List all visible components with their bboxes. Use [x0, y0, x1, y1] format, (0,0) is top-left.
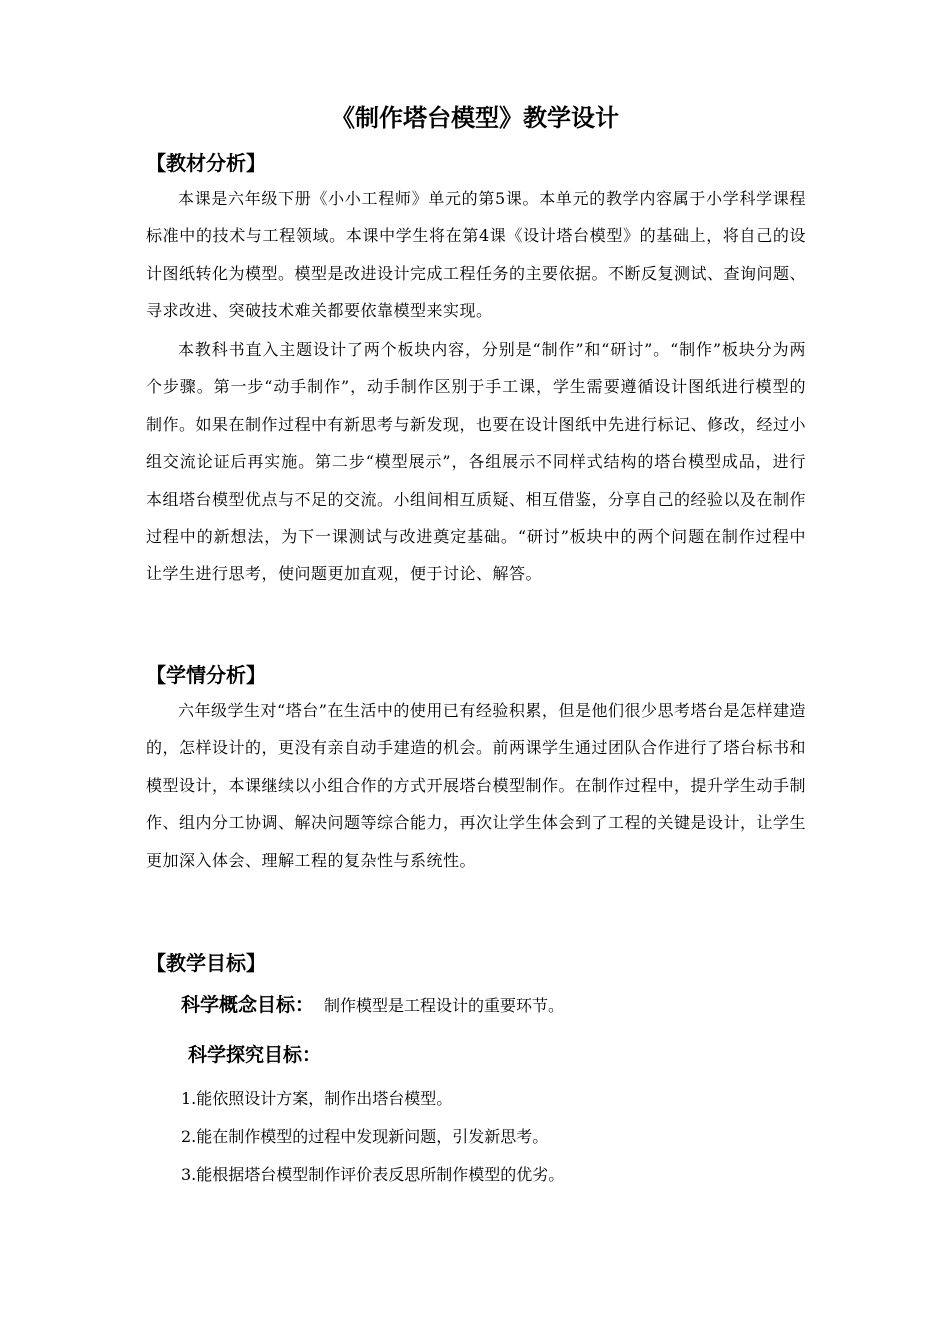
concept-goal [181, 990, 564, 1021]
inquiry-goal [188, 1040, 331, 1071]
list-item: 3.能根据塔台模型制作评价表反思所制作模型的优劣。 [181, 1165, 565, 1184]
material-paragraph-2: 本教科书直入主题设计了两个板块内容，分别是“制作”和“研讨”。“制作”板块分为两个步骤。第一步“动手制作”，动手制作区别于手工课，学生需要遵循设计图纸进行模型的制作。如果在制作过程中有新思考与新发现，也要在设计图纸中先进行标记、修改，经过小组交流论证后再实施。第二步“模型展示”，各组展示不同样式结构的塔台模型成品，进行本组塔台模型优点与不足的交流。小组间相互质疑、相互借鉴，分享自己的经验以及在制作过程中的新想法，为下一课测试与改进奠定基础。“研讨”板块中的两个问题在制作过程中让学生进行思考，使问题更加直观，便于讨论、解答。 [146, 340, 807, 584]
concept-goal-label: 科学概念目标： [181, 994, 315, 1016]
material-paragraph-1: 本课是六年级下册《小小工程师》单元的第5课。本单元的教学内容属于小学科学课程标准中的技术与工程领域。本课中学生将在第4课《设计塔台模型》的基础上，将自己的设计图纸转化为模型。模型是改进设计完成工程任务的主要依据。不断反复测试、查询问题、寻求改进、突破技术难关都要依靠模型来实现。 [146, 189, 807, 321]
list-item: 1.能依照设计方案，制作出塔台模型。 [181, 1089, 453, 1108]
section-heading-goals: 【教学目标】 [146, 951, 266, 975]
inquiry-goal-label: 科学探究目标： [188, 1044, 322, 1066]
section-heading-students: 【学情分析】 [146, 663, 266, 687]
inquiry-goal-list [181, 1080, 564, 1194]
document-title: 《制作塔台模型》教学设计 [331, 104, 619, 132]
list-item: 2.能在制作模型的过程中发现新问题，引发新思考。 [181, 1127, 549, 1146]
section-heading-material: 【教材分析】 [146, 151, 266, 175]
concept-goal-text: 制作模型是工程设计的重要环节。 [324, 996, 565, 1015]
students-paragraph-1: 六年级学生对“塔台”在生活中的使用已有经验积累，但是他们很少思考塔台是怎样建造的，怎样设计的，更没有亲自动手建造的机会。前两课学生通过团队合作进行了塔台标书和模型设计，本课继续以小组合作的方式开展塔台模型制作。在制作过程中，提升学生动手制作、组内分工协调、解决问题等综合能力，再次让学生体会到了工程的关键是设计，让学生更加深入体会、理解工程的复杂性与系统性。 [146, 701, 807, 870]
